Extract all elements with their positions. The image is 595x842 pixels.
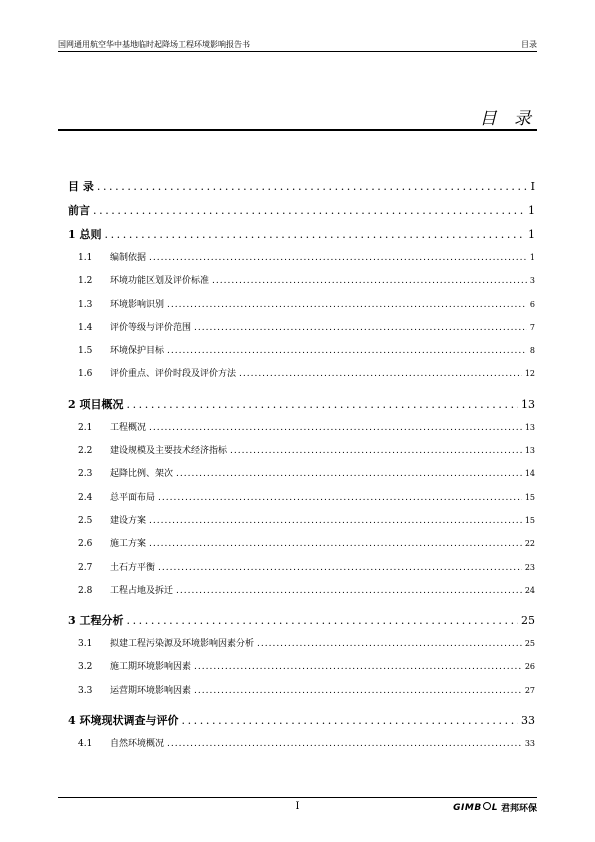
footer-page-number: I [295,801,300,812]
toc-leader-dots [97,180,528,193]
toc-entry-label [68,712,178,728]
toc-entry-text: 目 录 [68,180,94,193]
toc-entry-label [78,583,173,596]
toc-entry-text: 环境功能区划及评价标准 [110,276,210,287]
toc-page-number: 15 [524,492,535,502]
toc-entry-text: 土石方平衡 [110,562,156,573]
toc-leader-dots [212,276,527,286]
toc-section-number: 2.8 [78,585,93,596]
toc-section-number: 2.6 [78,539,93,550]
toc-entry-text: 自然环境概况 [110,739,165,750]
toc-section-number: 2.1 [78,422,93,433]
toc-entry-text: 建设规模及主要技术经济指标 [110,446,228,457]
toc-entry-label [78,320,191,333]
logo-brand-cn: 君邦环保 [500,804,537,814]
title-divider [58,129,537,131]
toc-entry-label [78,683,191,696]
toc-entry-text: 运营期环境影响因素 [110,685,192,696]
toc-section-entry[interactable] [68,443,535,466]
toc-leader-dots [194,662,522,672]
toc-entry-label [78,443,227,456]
toc-entry-text: 评价等级与评价范围 [110,322,192,333]
toc-page-number: I [530,180,535,193]
toc-page-number: 1 [529,253,535,262]
toc-section-number: 2.4 [78,492,93,503]
toc-page-number: 23 [524,562,535,572]
toc-section-entry[interactable] [68,273,535,296]
toc-entry-label [78,659,191,672]
toc-entry-text: 1 总则 [68,228,102,241]
toc-page-number: 8 [529,346,535,356]
toc-section-number: 1.5 [78,346,93,357]
toc-section-number: 2.5 [78,515,93,526]
toc-page-number: 1 [528,204,535,217]
company-logo [453,801,537,814]
toc-section-entry[interactable] [68,513,535,536]
toc-section-entry[interactable] [68,420,535,443]
toc-page-number: 1 [528,228,535,241]
page-title: 目 录 [479,109,537,129]
toc-entry-label [68,612,123,628]
logo-ring-icon [483,802,491,810]
toc-section-number: 2.2 [78,446,93,457]
toc-leader-dots [167,739,522,749]
toc-chapter-entry[interactable] [68,612,535,636]
toc-entry-label [68,226,101,242]
toc-leader-dots [167,346,527,356]
toc-section-number: 4.1 [78,739,93,750]
toc-entry-label [78,560,155,573]
toc-chapter-entry[interactable] [68,712,535,736]
toc-entry-label [78,636,254,649]
toc-entry-label [78,736,164,749]
toc-leader-dots [194,323,527,333]
toc-page-number: 26 [524,662,535,672]
header-document-title: 国网通用航空华中基地临时起降场工程环境影响报告书 [58,40,250,49]
toc-leader-dots [176,469,522,479]
toc-page-number: 3 [529,276,535,286]
toc-entry-text: 环境影响识别 [110,299,165,310]
header-section-name: 目录 [521,40,537,49]
toc-leader-dots [104,228,525,241]
toc-chapter-entry[interactable] [68,202,535,226]
toc-section-number: 3.3 [78,685,93,696]
toc-section-entry[interactable] [68,320,535,343]
toc-leader-dots [181,714,518,727]
toc-section-number: 1.3 [78,299,93,310]
toc-entry-label [78,466,173,479]
toc-entry-text: 2 项目概况 [68,397,124,411]
toc-section-number: 1.1 [78,253,93,263]
toc-section-entry[interactable] [68,466,535,489]
toc-section-number: 1.4 [78,322,93,333]
toc-leader-dots [149,423,522,433]
toc-page-number: 25 [521,614,535,628]
toc-entry-label [78,343,164,356]
toc-page-number: 25 [524,639,535,649]
footer-divider [58,797,537,798]
toc-entry-text: 拟建工程污染源及环境影响因素分析 [110,639,255,650]
toc-entry-label [68,202,90,218]
toc-leader-dots [149,516,522,526]
toc-page-number: 24 [524,585,535,595]
toc-entry-label [78,366,236,379]
toc-entry-label [78,273,209,286]
toc-leader-dots [93,204,525,217]
toc-page-number: 33 [521,714,535,728]
toc-leader-dots [158,493,522,503]
toc-section-number: 3.2 [78,662,93,673]
toc-section-entry[interactable] [68,490,535,513]
toc-leader-dots [239,369,522,379]
toc-leader-dots [149,253,527,263]
toc-leader-dots [149,539,522,549]
toc-leader-dots [257,639,522,649]
toc-page-number: 13 [524,422,535,432]
toc-section-number: 2.3 [78,469,93,480]
toc-entry-text: 工程占地及拆迁 [110,585,174,596]
toc-entry-text: 评价重点、评价时段及评价方法 [110,369,237,380]
toc-section-entry[interactable] [68,583,535,606]
toc-leader-dots [176,586,522,596]
toc-chapter-entry[interactable] [68,396,535,420]
toc-entry-label [78,297,164,310]
toc-leader-dots [194,686,522,696]
toc-page-number: 22 [524,539,535,549]
toc-entry-text: 工程概况 [110,422,147,433]
toc-section-entry[interactable] [68,536,535,559]
toc-leader-dots [230,446,522,456]
toc-page-number: 13 [524,446,535,456]
toc-entry-label [78,250,146,263]
toc-section-number: 1.2 [78,276,93,287]
toc-page-number: 6 [529,299,535,309]
toc-section-number: 2.7 [78,562,93,573]
running-header [58,36,537,50]
toc-entry-label [78,490,155,503]
toc-section-entry[interactable] [68,659,535,682]
toc-section-entry[interactable] [68,560,535,583]
toc-entry-text: 施工方案 [110,539,147,550]
toc-entry-label [78,513,146,526]
toc-leader-dots [167,300,527,310]
toc-entry-text: 总平面布局 [110,492,156,503]
toc-entry-label [78,420,146,433]
toc-page-number: 7 [529,322,535,332]
toc-page-number: 33 [524,739,535,749]
toc-section-entry[interactable] [68,297,535,320]
toc-page-number: 12 [524,369,535,379]
toc-entry-text: 环境保护目标 [110,346,165,357]
toc-section-number: 1.6 [78,369,93,380]
toc-entry-label [68,396,123,412]
table-of-contents [68,178,535,759]
toc-section-number: 3.1 [78,639,93,650]
toc-section-entry[interactable] [68,683,535,706]
toc-entry-text: 3 工程分析 [68,614,124,628]
toc-section-entry[interactable] [68,343,535,366]
toc-page-number: 15 [524,515,535,525]
toc-section-entry[interactable] [68,736,535,759]
toc-section-entry[interactable] [68,636,535,659]
toc-page-number: 13 [521,397,535,411]
toc-leader-dots [126,614,518,627]
toc-page-number: 27 [524,685,535,695]
toc-entry-text: 建设方案 [110,515,147,526]
toc-section-entry[interactable] [68,366,535,389]
toc-entry-label [78,536,146,549]
toc-entry-label [68,178,94,194]
toc-leader-dots [158,563,522,573]
toc-entry-text: 4 环境现状调查与评价 [68,714,179,728]
toc-chapter-entry[interactable] [68,226,535,250]
toc-entry-text: 施工期环境影响因素 [110,662,192,673]
header-divider [58,51,537,52]
toc-section-entry[interactable] [68,250,535,273]
toc-entry-text: 编制依据 [110,253,147,263]
toc-entry-text: 前言 [68,204,90,217]
toc-chapter-entry[interactable] [68,178,535,202]
toc-leader-dots [126,398,518,411]
toc-entry-text: 起降比例、架次 [110,469,174,480]
toc-page-number: 14 [524,469,535,479]
logo-brand-en: GIMB L [453,803,498,813]
